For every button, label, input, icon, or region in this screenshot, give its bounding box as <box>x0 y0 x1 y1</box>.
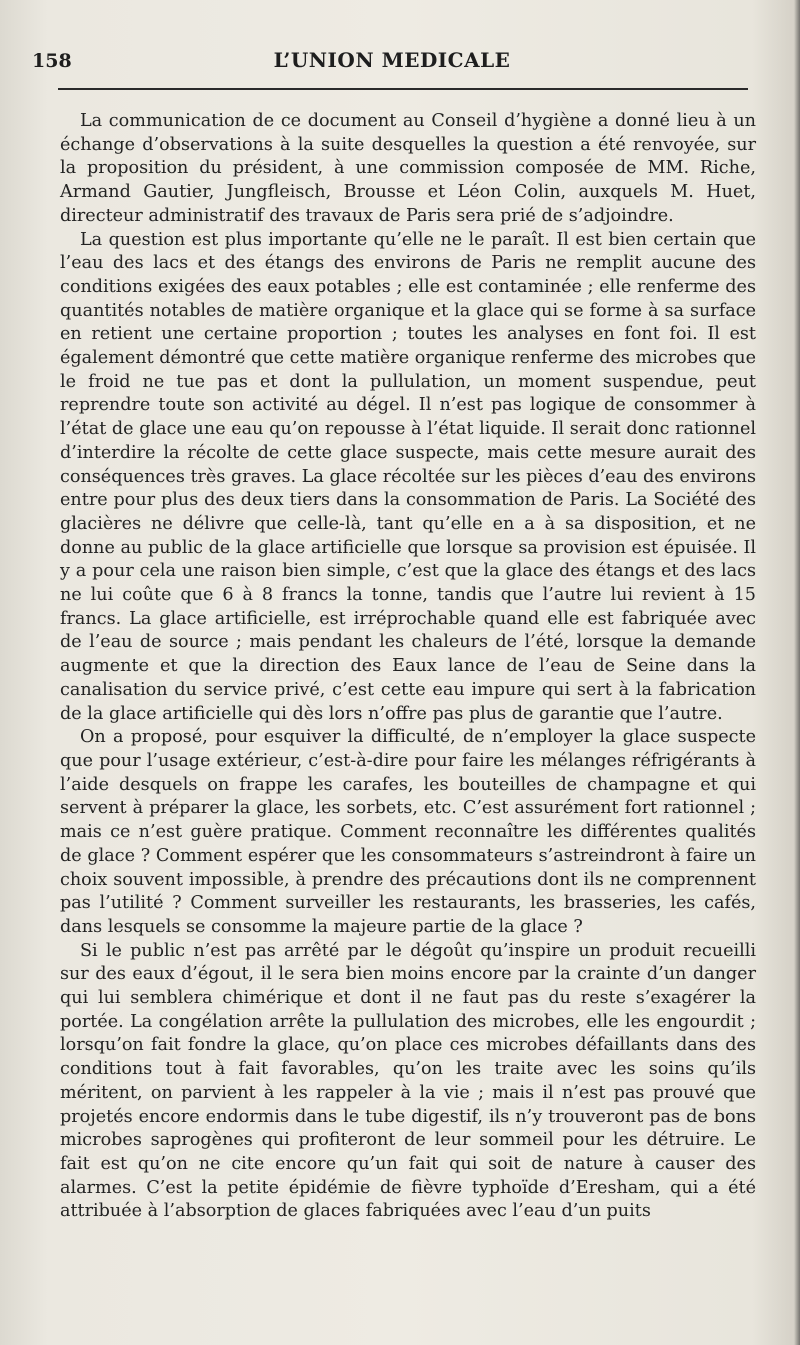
running-title: L’UNION MEDICALE <box>273 48 511 72</box>
paragraph-3: On a proposé, pour esquiver la difficulté, de n’employer la glace suspecte que pour l’usage extérieur, c’est-à-dire pour faire les mélanges réfrigérants à l’aide desquels on frappe les carafes, les bouteilles de champagne et qui servent à préparer la glace, les sorbets, etc. C’est assurément fort rationnel ; mais ce n’est guère pratique. Comment reconnaître les différentes qualités de glace ? Comment espérer que les consommateurs s’astreindront à faire un choix souvent impossible, à prendre des précautions dont ils ne comprennent pas l’utilité ? Comment surveiller les restaurants, les brasseries, les cafés, dans lesquels se consomme la majeure partie de la glace ? <box>60 727 756 937</box>
page-header <box>32 46 752 76</box>
paragraph-4: Si le public n’est pas arrêté par le dégoût qu’inspire un produit recueilli sur des eaux d’égout, il le sera bien moins encore par la crainte d’un danger qui lui semblera chimérique et dont il ne faut pas du reste s’exagérer la portée. La congélation arrête la pullulation des microbes, elle les engourdit ; lorsqu’on fait fondre la glace, qu’on place ces microbes défaillants dans des conditions tout à fait favorables, qu’on les traite avec les soins qu’ils méritent, on parvient à les rappeler à la vie ; mais il n’est pas prouvé que projetés encore endormis dans le tube digestif, ils n’y trouveront pas de bons microbes saprogènes qui profiteront de leur sommeil pour les détruire. Le fait est qu’on ne cite encore qu’un fait qui soit de nature à causer des alarmes. C’est la petite épidémie de fièvre typhoïde d’Eresham, qui a été attribuée à l’absorption de glaces fabriquées avec l’eau d’un puits <box>60 940 756 1222</box>
page-number: 158 <box>32 50 72 72</box>
page-edge-shadow <box>794 0 800 1345</box>
paragraph-2: La question est plus importante qu’elle ne le paraît. Il est bien certain que l’eau des lacs et des étangs des environs de Paris ne remplit aucune des conditions exigées des eaux potables ; elle est contaminée ; elle renferme des quantités notables de matière organique et la glace qui se forme à sa surface en retient une certaine proportion ; toutes les analyses en font foi. Il est également démontré que cette matière organique renferme des microbes que le froid ne tue pas et dont la pullulation, un moment suspendue, peut reprendre toute son activité au dégel. Il n’est pas logique de consommer à l’état de glace une eau qu’on repousse à l’état liquide. Il serait donc rationnel d’interdire la récolte de cette glace suspecte, mais cette mesure aurait des conséquences très graves. La glace récoltée sur les pièces d’eau des environs entre pour plus des deux tiers dans la consommation de Paris. La Société des glacières ne délivre que celle-là, tant qu’elle en a à sa disposition, et ne donne au public de la glace artificielle que lorsque sa provision est épuisée. Il y a pour cela une raison bien simple, c’est que la glace des étangs et des lacs ne lui coûte que 6 à 8 francs la tonne, tandis que l’autre lui revient à 15 francs. La glace artificielle, est irréprochable quand elle est fabriquée avec de l’eau de source ; mais pendant les chaleurs de l’été, lorsque la demande augmente et que la direction des Eaux lance de l’eau de Seine dans la canalisation du service privé, c’est cette eau impure qui sert à la fabrication de la glace artificielle qui dès lors n’offre pas plus de garantie que l’autre. <box>60 229 757 724</box>
paragraph-1: La communication de ce document au Conseil d’hygiène a donné lieu à un échange d’observations à la suite desquelles la question a été renvoyée, sur la proposition du président, à une commission composée de MM. Riche, Armand Gautier, Jungfleisch, Brousse et Léon Colin, auxquels M. Huet, directeur administratif des travaux de Paris sera prié de s’adjoindre. <box>60 111 756 226</box>
header-rule <box>58 88 748 90</box>
body-text <box>60 110 756 1224</box>
